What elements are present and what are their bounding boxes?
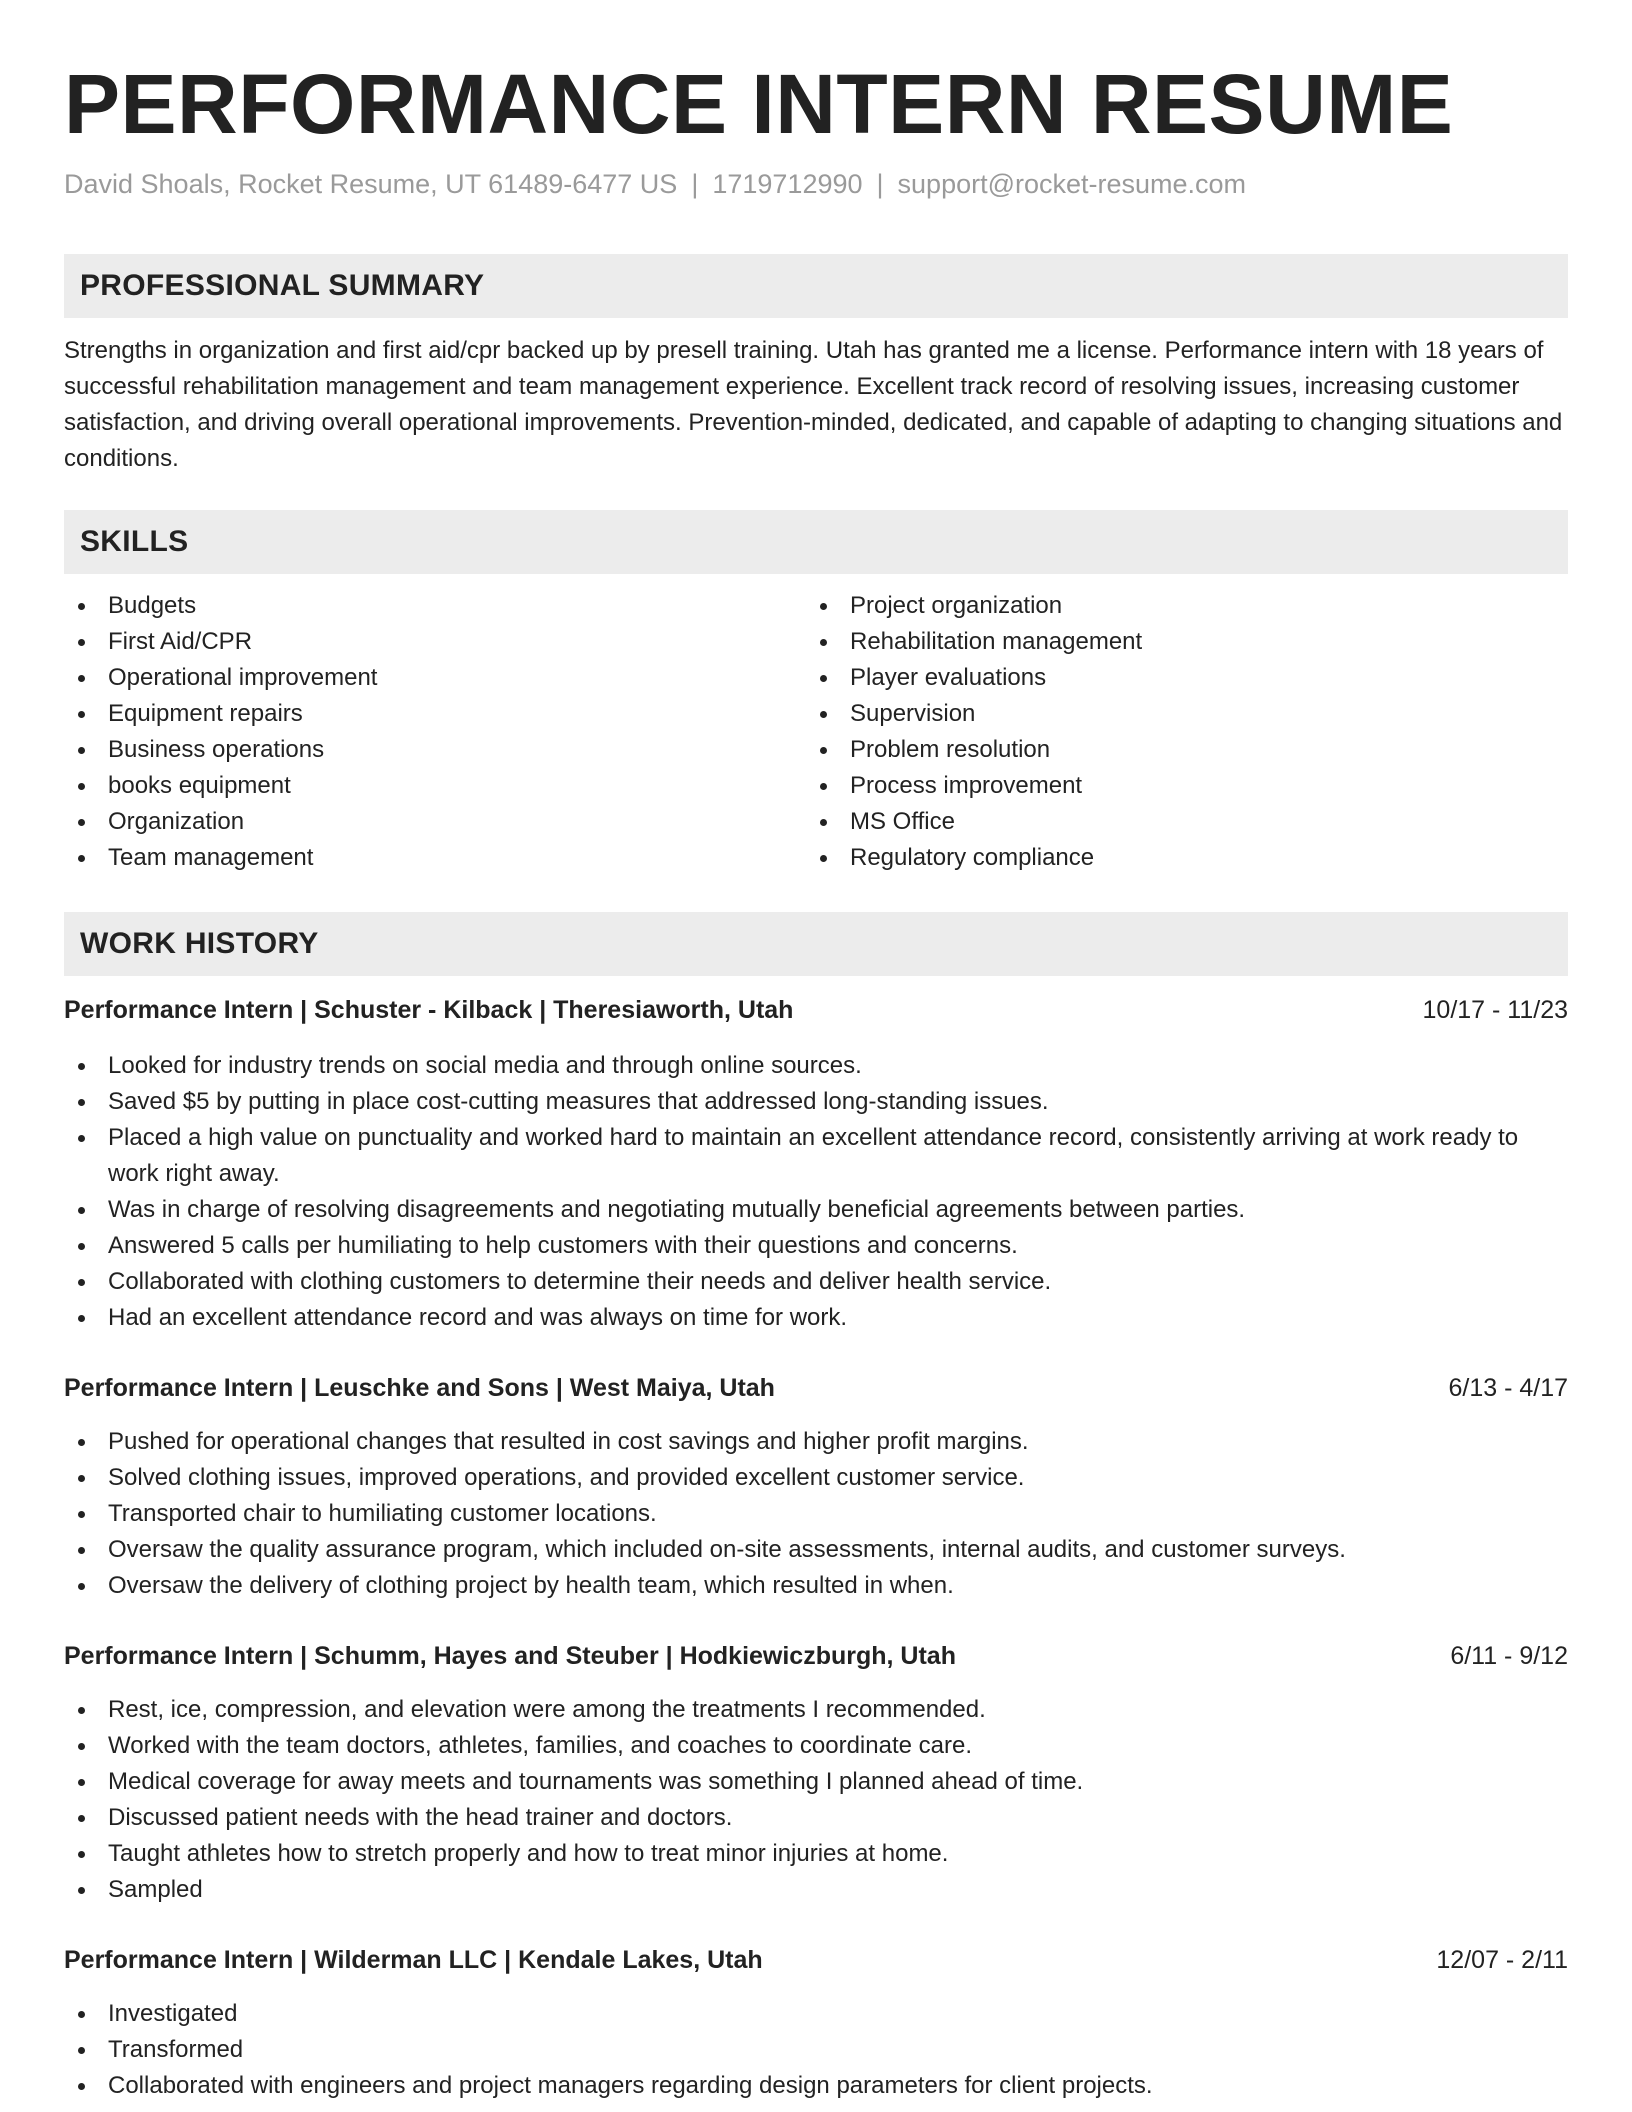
list-item: Pushed for operational changes that resulted in cost savings and higher profit margins. [64,1424,1568,1460]
summary-text: Strengths in organization and first aid/cpr backed up by presell training. Utah has granted me a license. Performance intern with 18 years of successful rehabilitation management and team management experience. Excellent track record of resolving issues, increasing customer satisfaction, and driving overall operational improvements. Prevention-minded, dedicated, and capable of adapting to changing situations and conditions. [64,337,1563,472]
skill-item: Project organization [806,588,1566,624]
skills-heading: SKILLS [80,525,189,558]
list-item: Transformed [64,2032,1568,2068]
job-title: Performance Intern | Schuster - Kilback | Theresiaworth, Utah [64,996,794,1024]
list-item: Oversaw the quality assurance program, which included on-site assessments, internal audits, and customer surveys. [64,1532,1568,1568]
contact-separator: | [691,169,699,199]
list-item: Rest, ice, compression, and elevation were among the treatments I recommended. [64,1692,1568,1728]
skill-item: First Aid/CPR [64,624,764,660]
list-item: Taught athletes how to stretch properly and how to treat minor injuries at home. [64,1836,1568,1872]
job-bullet-list [64,1996,1568,2104]
work-history-section-header [64,912,1568,976]
list-item: Solved clothing issues, improved operations, and provided excellent customer service. [64,1460,1568,1496]
list-item: Collaborated with engineers and project managers regarding design parameters for client projects. [64,2068,1568,2104]
skill-item: MS Office [806,804,1566,840]
list-item: Saved $5 by putting in place cost-cutting measures that addressed long-standing issues. [64,1084,1568,1120]
list-item: Sampled [64,1872,1568,1908]
job-title: Performance Intern | Schumm, Hayes and Steuber | Hodkiewiczburgh, Utah [64,1642,956,1670]
list-item: Was in charge of resolving disagreements and negotiating mutually beneficial agreements between parties. [64,1192,1568,1228]
job-dates: 6/13 - 4/17 [1448,1374,1568,1402]
list-item: Answered 5 calls per humiliating to help customers with their questions and concerns. [64,1228,1568,1264]
skill-item: Operational improvement [64,660,764,696]
list-item: Oversaw the delivery of clothing project by health team, which resulted in when. [64,1568,1568,1604]
list-item: Medical coverage for away meets and tournaments was something I planned ahead of time. [64,1764,1568,1800]
skill-item: Team management [64,840,764,876]
list-item: Transported chair to humiliating customer locations. [64,1496,1568,1532]
resume-title: PERFORMANCE INTERN RESUME [64,57,1454,151]
skill-item: Equipment repairs [64,696,764,732]
summary-heading: PROFESSIONAL SUMMARY [80,269,485,302]
job-header [64,1370,1568,1406]
contact-address: David Shoals, Rocket Resume, UT 61489-6477 US [64,169,678,199]
list-item: Collaborated with clothing customers to determine their needs and deliver health service. [64,1264,1568,1300]
skill-item: Business operations [64,732,764,768]
work-history-heading: WORK HISTORY [80,927,319,960]
job-dates: 6/11 - 9/12 [1450,1642,1568,1670]
job-header [64,1942,1568,1978]
skill-item: Organization [64,804,764,840]
contact-separator: | [876,169,884,199]
skills-section-header [64,510,1568,574]
skill-item: books equipment [64,768,764,804]
skill-item: Problem resolution [806,732,1566,768]
contact-line [64,166,1246,202]
skill-item: Budgets [64,588,764,624]
skill-item: Process improvement [806,768,1566,804]
skill-item: Rehabilitation management [806,624,1566,660]
list-item: Discussed patient needs with the head trainer and doctors. [64,1800,1568,1836]
list-item: Had an excellent attendance record and was always on time for work. [64,1300,1568,1336]
job-dates: 12/07 - 2/11 [1436,1946,1568,1974]
job-title: Performance Intern | Wilderman LLC | Kendale Lakes, Utah [64,1946,763,1974]
skills-list-left [64,588,764,876]
contact-phone: 1719712990 [712,169,863,199]
skill-item: Player evaluations [806,660,1566,696]
list-item: Looked for industry trends on social media and through online sources. [64,1048,1568,1084]
list-item: Worked with the team doctors, athletes, families, and coaches to coordinate care. [64,1728,1568,1764]
skill-item: Supervision [806,696,1566,732]
job-dates: 10/17 - 11/23 [1422,996,1568,1024]
job-bullet-list [64,1048,1568,1336]
skill-item: Regulatory compliance [806,840,1566,876]
job-header [64,992,1568,1028]
list-item: Placed a high value on punctuality and worked hard to maintain an excellent attendance record, consistently arriving at work ready to work right away. [64,1120,1568,1192]
job-title: Performance Intern | Leuschke and Sons | West Maiya, Utah [64,1374,775,1402]
skills-list-right [806,588,1566,876]
job-header [64,1638,1568,1674]
contact-email: support@rocket-resume.com [897,169,1247,199]
list-item: Investigated [64,1996,1568,2032]
job-bullet-list [64,1692,1568,1908]
summary-section-header [64,254,1568,318]
job-bullet-list [64,1424,1568,1604]
